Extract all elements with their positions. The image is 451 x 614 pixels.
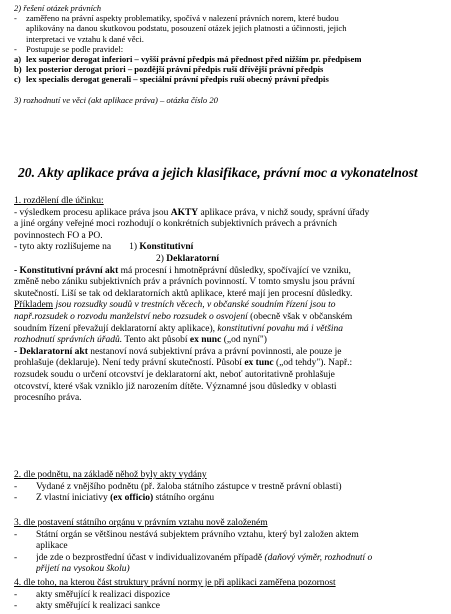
konstitutivni-line: - Konstitutivní právní akt má procesní i hmotněprávní důsledky, spočívající ve vzniku, xyxy=(14,265,351,276)
rule-text: lex specialis derogat generali – speciální právní předpis ruší obecný právní předpis xyxy=(26,74,329,85)
item-2-line: zaměřeno na právní aspekty problematiky, spočívá v nalezení právních norem, které budou xyxy=(26,13,339,24)
list-item-text: Z vlastní iniciativy (ex officio) státního orgánu xyxy=(36,493,215,504)
deklaratorni-line: rozsudek soudu o určení otcovství je deklaratorní akt, neboť autoritativně prohlašuje xyxy=(14,369,335,380)
rule-mark: c) xyxy=(14,74,21,85)
item-3-line: 3) rozhodnutí ve věci (akt aplikace práva) – otázka číslo 20 xyxy=(14,94,218,105)
bullet-dash: - xyxy=(14,552,18,563)
item-2-title: 2) řešení otázek právních xyxy=(14,3,102,13)
bullet-dash: - xyxy=(14,529,18,540)
rule-text: lex superior derogat inferiori – vyšší právní předpis má přednost před nižším pr. předpisem xyxy=(26,54,362,65)
intro-line: povinnostech FO a PO. xyxy=(14,230,103,241)
rule-mark: b) xyxy=(14,64,22,75)
rule-item xyxy=(14,54,441,64)
bullet-dash: - xyxy=(14,481,18,492)
example-line: rozhodnutí správních úřadů. Tento akt působí ex nunc („od nyní") xyxy=(14,335,267,346)
list-item-text: Státní orgán se většinou nestává subjektem právního vztahu, který byl založen aktem xyxy=(36,529,359,540)
section-2-title: 2. dle podnětu, na základě něhož byly akty vydány xyxy=(14,470,207,480)
section-1-title: 1. rozdělení dle účinku: xyxy=(14,196,104,206)
list-item xyxy=(14,601,441,613)
section-heading: 20. Akty aplikace práva a jejich klasifikace, právní moc a vykonatelnost xyxy=(18,165,418,180)
rule-item xyxy=(14,64,441,74)
deklaratorni-line: - Deklaratorní akt nestanoví nová subjektivní práva a právní povinnosti, ale pouze je xyxy=(14,346,342,357)
item-2-bullet xyxy=(14,13,441,44)
previous-question-block xyxy=(14,3,441,105)
section-4 xyxy=(14,578,441,613)
list-item-text: akty směřující k realizaci sankce xyxy=(36,601,160,612)
section-1 xyxy=(14,196,441,405)
item-2-line: interpretaci ve vztahu k dané věci. xyxy=(26,33,144,44)
types-line-2: 2) Deklaratorní xyxy=(156,253,220,264)
deklaratorni-line: procesního práva. xyxy=(14,393,82,404)
list-item xyxy=(14,590,441,602)
rules-intro-text: Postupuje se podle pravidel: xyxy=(26,43,124,54)
example-line: např.rozsudek o rozvodu manželství nebo rozsudek o osvojení (obecně však v občanském xyxy=(14,311,353,322)
list-item xyxy=(14,530,441,553)
rule-text: lex posterior derogat priori – pozdější právní předpis ruší dřívější právní předpis xyxy=(26,64,324,75)
rules-intro xyxy=(14,44,441,54)
example-line: soudním řízení převažují deklaratorní akty aplikace), konstitutivní povahu má i většina xyxy=(14,323,343,334)
list-item xyxy=(14,553,441,576)
bullet-dash: - xyxy=(14,601,18,612)
rule-item xyxy=(14,74,441,84)
bullet-dash: - xyxy=(14,589,18,600)
bullet-dash: - xyxy=(14,493,18,504)
bullet-dash: - xyxy=(14,43,17,54)
konstitutivni-line: změně nebo zániku subjektivních práv a právních povinností. V tomto smyslu jsou právní xyxy=(14,277,355,288)
bullet-dash: - xyxy=(14,13,17,24)
types-line: - tyto akty rozlišujeme na 1) Konstitutivní xyxy=(14,242,194,253)
intro-line: a jiné orgány veřejné moci rozhodují o konkrétních subjektivních právech a právních xyxy=(14,219,337,230)
section-3-title: 3. dle postavení státního orgánu v právním vztahu nově založeném xyxy=(14,518,268,528)
list-item-text: akty směřující k realizaci dispozice xyxy=(36,589,170,600)
section-4-title: 4. dle toho, na kterou část struktury právní normy je při aplikaci zaměřena pozornost xyxy=(14,578,336,588)
list-item-text: přijetí na vysokou školu) xyxy=(36,564,130,575)
intro-line: - výsledkem procesu aplikace práva jsou AKTY aplikace práva, v nichž soudy, správní úřady xyxy=(14,207,370,218)
deklaratorni-line: otcovství, které však vzniklo již narozením dítěte. Významné jsou důsledky v oblasti xyxy=(14,381,337,392)
list-item-text: Vydané z vnějšího podnětu (př. žaloba státního zástupce v trestně právní oblasti) xyxy=(36,481,342,492)
rule-mark: a) xyxy=(14,54,22,65)
section-3 xyxy=(14,518,441,576)
list-item xyxy=(14,493,441,505)
konstitutivni-line: skutečností. Liší se tak od deklaratorních aktů aplikace, které mají jen procesní důsledky. xyxy=(14,288,353,299)
list-item-text: aplikace xyxy=(36,541,68,552)
list-item-text: jde zde o bezprostřední účast v individualizovaném případě (daňový výměr, rozhodnutí o xyxy=(36,552,373,563)
example-line: Příkladem jsou rozsudky soudů v trestních věcech, v občanské soudním řízení jsou to xyxy=(14,300,336,311)
deklaratorni-line: prohlašuje (deklaruje). Není tedy právní skutečností. Působí ex tunc („od tehdy"). Např.: xyxy=(14,358,353,369)
item-2-line: aplikovány na danou skutkovou podstatu, posouzení otázek jejich platnosti a účinnosti, jejich xyxy=(26,23,347,34)
section-2 xyxy=(14,470,441,505)
list-item xyxy=(14,482,441,494)
